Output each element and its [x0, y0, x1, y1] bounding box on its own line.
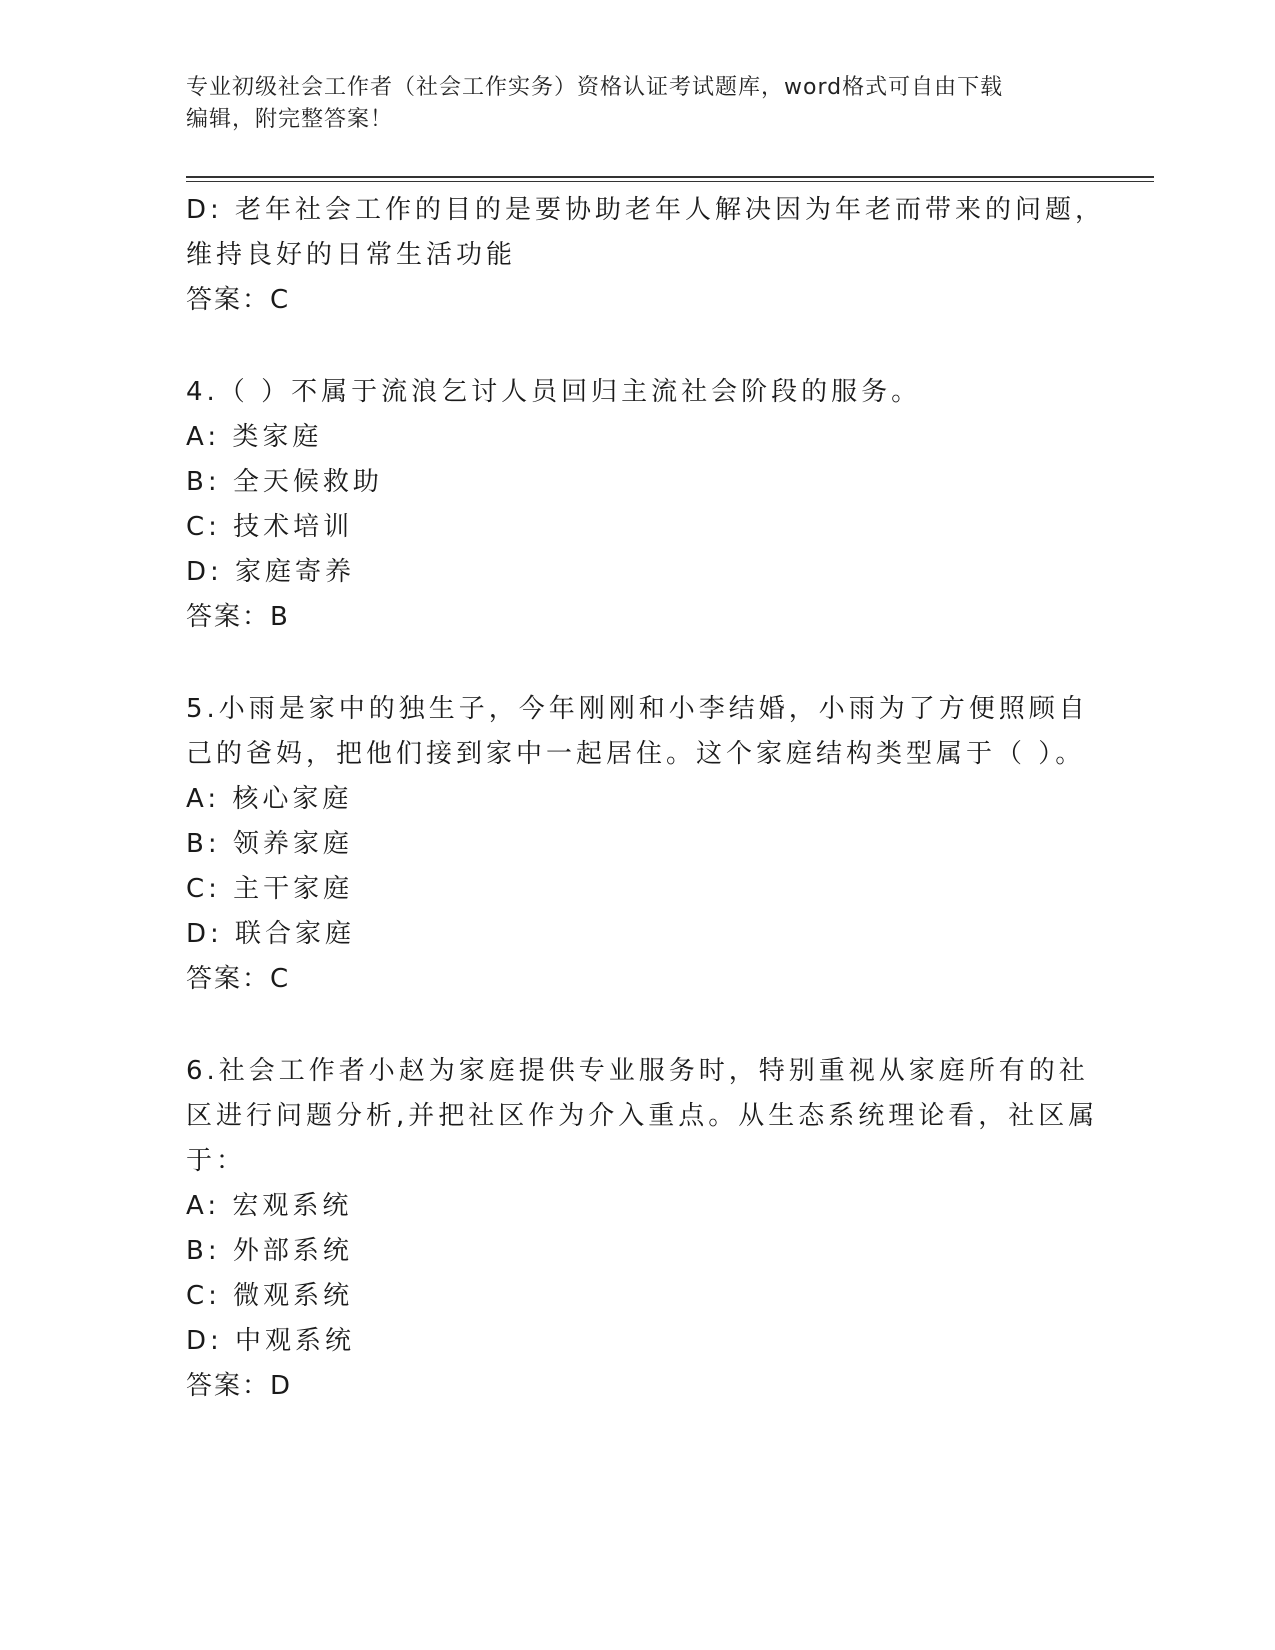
question-5	[186, 687, 1089, 1002]
option-a: A: 类家庭	[186, 422, 323, 452]
question-stem: 6.社会工作者小赵为家庭提供专业服务时，特别重视从家庭所有的社	[186, 1056, 1089, 1086]
option-c: C: 微观系统	[186, 1281, 354, 1311]
option-d: D: 联合家庭	[186, 919, 356, 949]
spacer	[186, 640, 1086, 687]
question-6	[186, 1049, 1099, 1409]
previous-question-tail	[186, 188, 1106, 323]
option-d: D: 家庭寄养	[186, 557, 356, 587]
option-b: B: 外部系统	[186, 1236, 353, 1266]
option-a: A: 宏观系统	[186, 1191, 353, 1221]
answer-line: 答案：C	[186, 285, 291, 315]
option-a: A: 核心家庭	[186, 784, 353, 814]
option-b: B: 领养家庭	[186, 829, 353, 859]
header-rule-thin	[186, 181, 1154, 182]
header-line-2: 编辑，附完整答案！	[186, 107, 394, 132]
answer-line: 答案：D	[186, 1371, 293, 1401]
spacer	[186, 323, 1086, 370]
answer-line: 答案：B	[186, 602, 290, 632]
option-b: B: 全天候救助	[186, 467, 383, 497]
option-d: D: 老年社会工作的目的是要协助老年人解决因为年老而带来的问题，	[186, 195, 1106, 225]
question-stem: 5.小雨是家中的独生子，今年刚刚和小李结婚，小雨为了方便照顾自	[186, 694, 1089, 724]
option-d: D: 中观系统	[186, 1326, 356, 1356]
question-stem-continued: 己的爸妈，把他们接到家中一起居住。这个家庭结构类型属于（ ）。	[186, 739, 1086, 769]
question-4	[186, 370, 1086, 640]
question-stem: 4.（ ）不属于流浪乞讨人员回归主流社会阶段的服务。	[186, 377, 922, 407]
page-header	[186, 72, 1066, 136]
answer-line: 答案：C	[186, 964, 291, 994]
question-content	[186, 188, 1106, 1409]
question-stem-continued: 于：	[186, 1146, 247, 1176]
option-c: C: 主干家庭	[186, 874, 354, 904]
option-c: C: 技术培训	[186, 512, 354, 542]
spacer	[186, 1002, 1086, 1049]
question-stem-continued: 区进行问题分析,并把社区作为介入重点。从生态系统理论看，社区属	[186, 1101, 1099, 1131]
option-d-continued: 维持良好的日常生活功能	[186, 240, 517, 270]
header-rule-thick	[186, 176, 1154, 178]
header-line-1: 专业初级社会工作者（社会工作实务）资格认证考试题库，word格式可自由下载	[186, 75, 1004, 100]
